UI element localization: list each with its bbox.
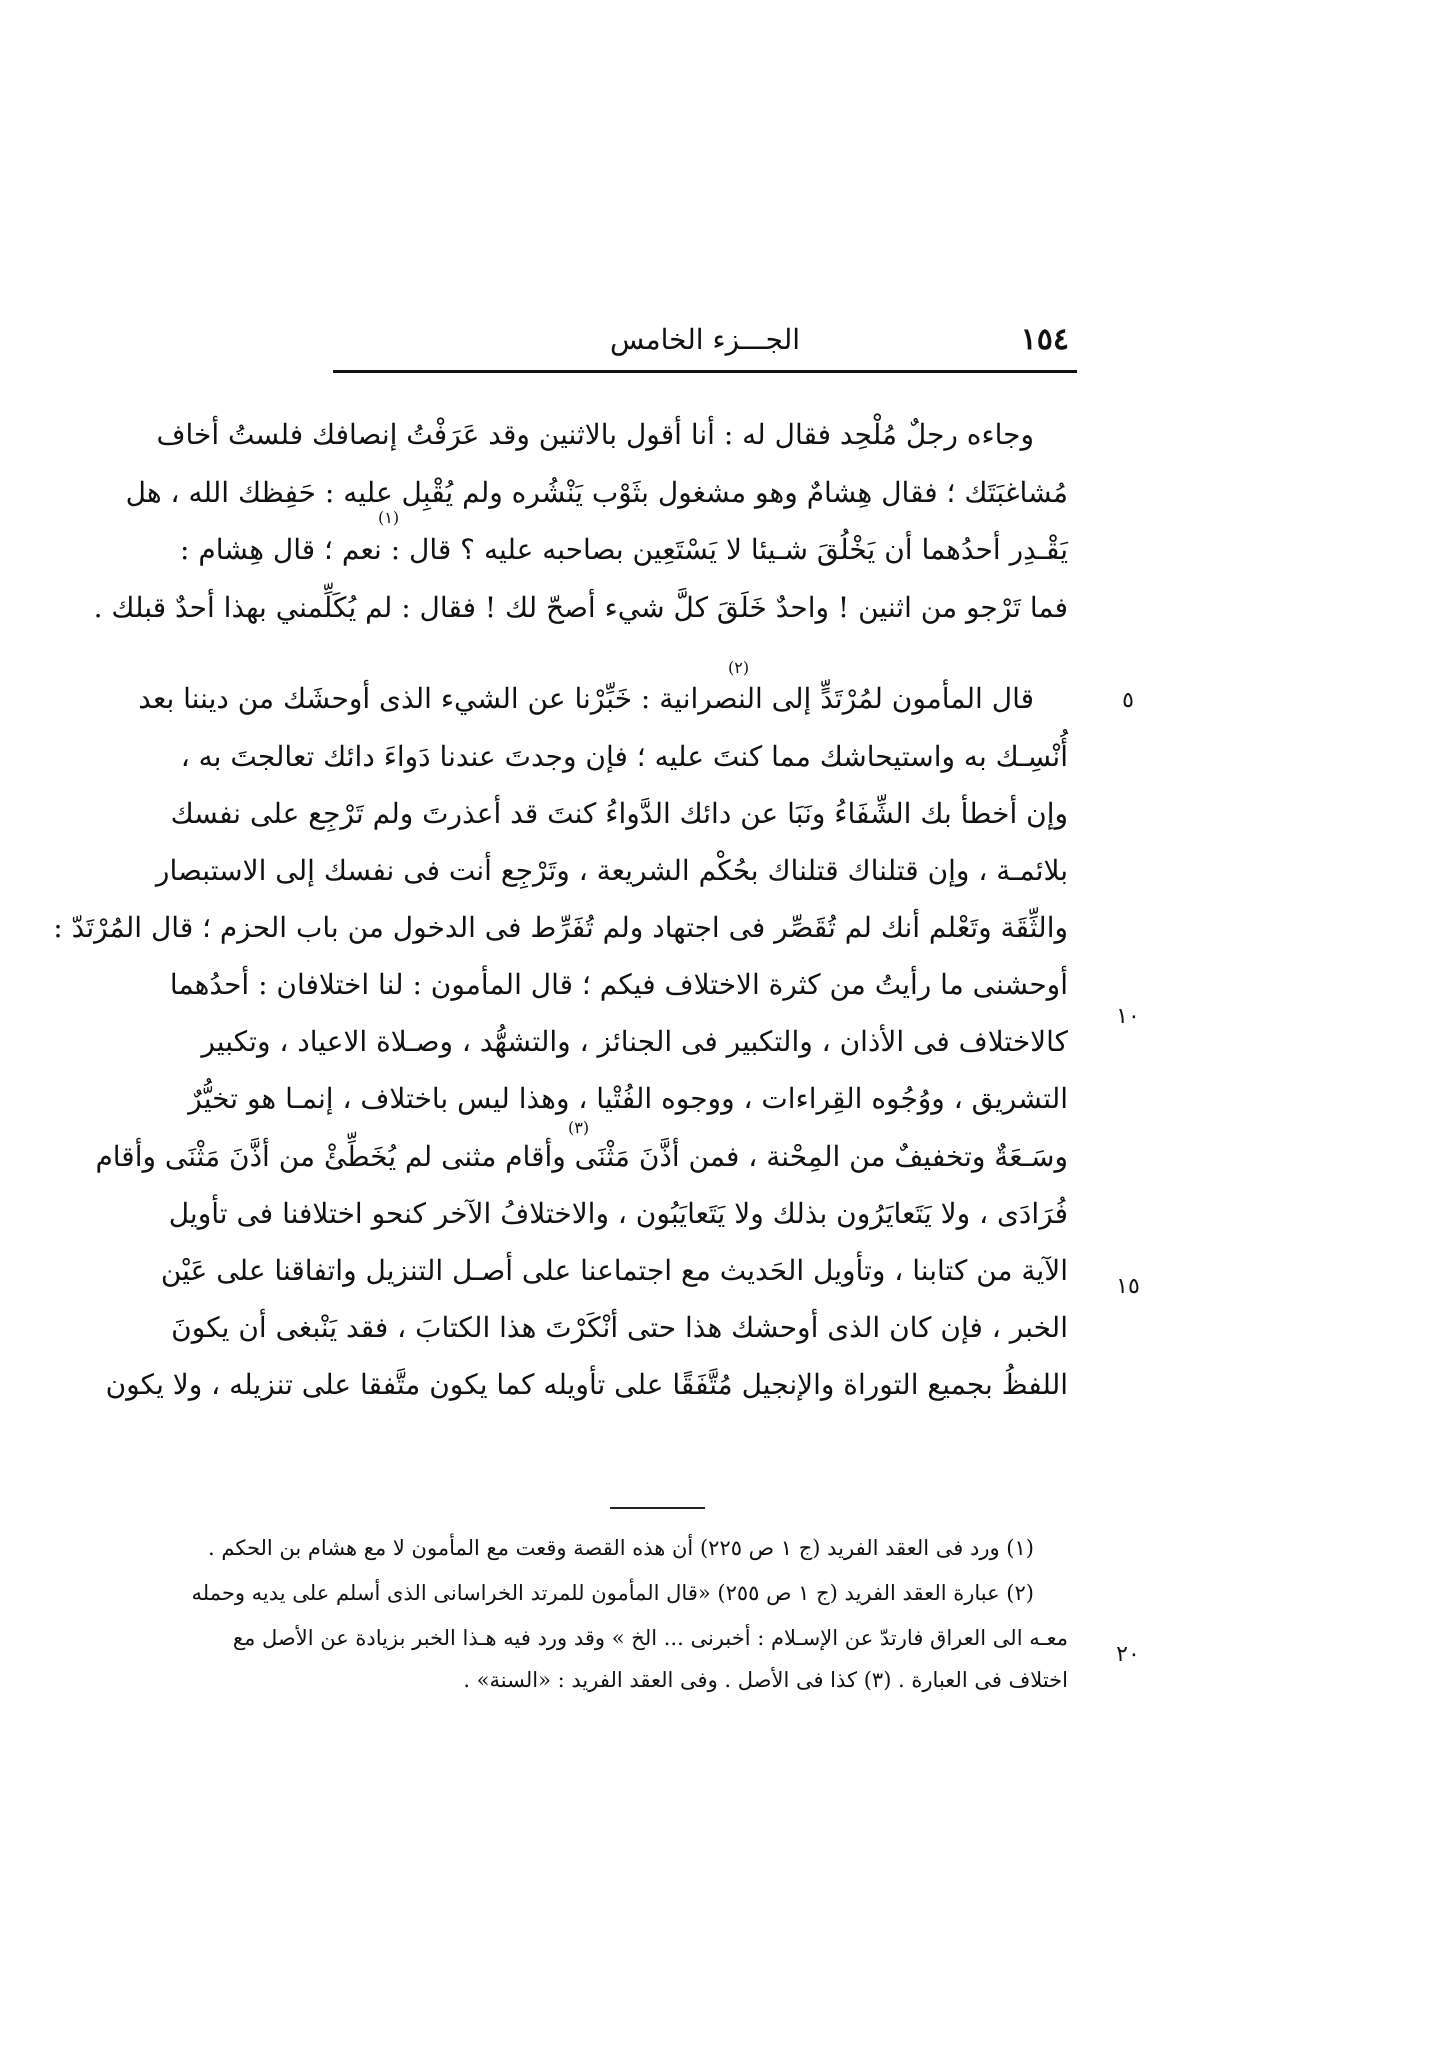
- body-line: الخبر ، فإن كان الذى أوحشك هذا حتى أنْكَرْتَ هذا الكتابَ ، فقد يَنْبغى أن يكونَ: [171, 1311, 1068, 1344]
- footnote-1: (١) ورد فى العقد الفريد (ج ١ ص ٢٢٥) أن هذه القصة وقعت مع المأمون لا مع هشام بن الحكم .: [208, 1536, 1034, 1560]
- body-line: والثِّقَة وتَعْلم أنك لم تُقَصِّر فى اجتهاد ولم تُفَرِّط فى الدخول من باب الحزم ؛ قال المُرْتَدّ :: [53, 911, 1068, 944]
- body-line: كالاختلاف فى الأذان ، والتكبير فى الجنائز ، والتشهُّد ، وصـلاة الاعياد ، وتكبير: [201, 1025, 1068, 1058]
- body-line: مُشاغبَتَك ؛ فقال هِشامٌ وهو مشغول بثَوْب يَنْشُره ولم يُقْبِل عليه : حَفِظك الله ، هل: [125, 476, 1068, 509]
- footnote-separator: [610, 1507, 705, 1509]
- line-number-15: ١٥: [1116, 1274, 1140, 1299]
- body-line: فما تَرْجو من اثنين ! واحدٌ خَلَقَ كلَّ شيء أصحّ لك ! فقال : لم يُكَلِّمني بهذا أحدٌ قبلك .: [93, 591, 1068, 624]
- body-line: التشريق ، ووُجُوه القِراءات ، ووجوه الفُتْيا ، وهذا ليس باختلاف ، إنمـا هو تخيُّرٌ: [188, 1082, 1068, 1115]
- body-line: أُنْسِـك به واستيحاشك مما كنتَ عليه ؛ فإن وجدتَ عندنا دَواءَ دائك تعالجتَ به ،: [180, 740, 1068, 773]
- footnote-ref-3[interactable]: (٣): [568, 1118, 590, 1137]
- line-number-20: ٢٠: [1116, 1642, 1140, 1667]
- body-line: وإن أخطأ بك الشِّفَاءُ ونَبَا عن دائك الدَّواءُ كنتَ قد أعذرتَ ولم تَرْجِع على نفسك: [170, 797, 1068, 830]
- running-title: الجـــزء الخامس: [609, 323, 801, 356]
- body-line: وسَـعَةٌ وتخفيفٌ من المِحْنة ، فمن أذَّنَ مَثْنَى وأقام مثنى لم يُخَطِّئْ من أذَّنَ مَثْنَى وأقام: [95, 1140, 1068, 1173]
- footnote-2-end-and-3: اختلاف فى العبارة . (٣) كذا فى الأصل . وفى العقد الفريد : «السنة» .: [463, 1668, 1068, 1692]
- page-number: ١٥٤: [1020, 322, 1069, 357]
- footnote-ref-2[interactable]: (٢): [728, 658, 750, 677]
- footnote-2: (٢) عبارة العقد الفريد (ج ١ ص ٢٥٥) «قال المأمون للمرتد الخراسانى الذى أسلم على يديه وحمله: [191, 1581, 1034, 1605]
- body-line: أوحشنى ما رأيتُ من كثرة الاختلاف فيكم ؛ قال المأمون : لنا اختلافان : أحدُهما: [169, 968, 1068, 1001]
- body-line: قال المأمون لمُرْتَدٍّ إلى النصرانية : خَبِّرْنا عن الشيء الذى أوحشَك من ديننا بعد: [138, 682, 1034, 715]
- body-line: يَقْـدِر أحدُهما أن يَخْلُقَ شـيئا لا يَسْتَعِين بصاحبه عليه ؟ قال : نعم ؛ قال هِشام :: [180, 533, 1068, 566]
- line-number-5: ٥: [1122, 688, 1134, 713]
- body-line: وجاءه رجلٌ مُلْحِد فقال له : أنا أقول بالاثنين وقد عَرَفْتُ إنصافك فلستُ أخاف: [156, 418, 1034, 451]
- body-line: فُرَادَى ، ولا يَتَعايَرُون بذلك ولا يَتَعايَبُون ، والاختلافُ الآخر كنحو اختلافنا فى تأويل: [168, 1197, 1068, 1230]
- body-line: الآية من كتابنا ، وتأويل الحَديث مع اجتماعنا على أصـل التنزيل واتفاقنا على عَيْن: [160, 1254, 1068, 1287]
- body-line: بلائمـة ، وإن قتلناك قتلناك بحُكْم الشريعة ، وتَرْجِع أنت فى نفسك إلى الاستبصار: [155, 854, 1068, 887]
- body-line: اللفظُ بجميع التوراة والإنجيل مُتَّفَقًا على تأويله كما يكون متَّفقا على تنزيله ، ولا يكون: [105, 1368, 1068, 1401]
- header-rule: [333, 370, 1077, 373]
- footnote-ref-1[interactable]: (١): [378, 508, 400, 527]
- footnote-2-continued: معـه الى العراق فارتدّ عن الإسـلام : أخبرنى ... الخ » وقد ورد فيه هـذا الخبر بزيادة عن الأصل مع: [232, 1626, 1068, 1650]
- line-number-10: ١٠: [1116, 1004, 1140, 1029]
- running-head: [333, 318, 1077, 362]
